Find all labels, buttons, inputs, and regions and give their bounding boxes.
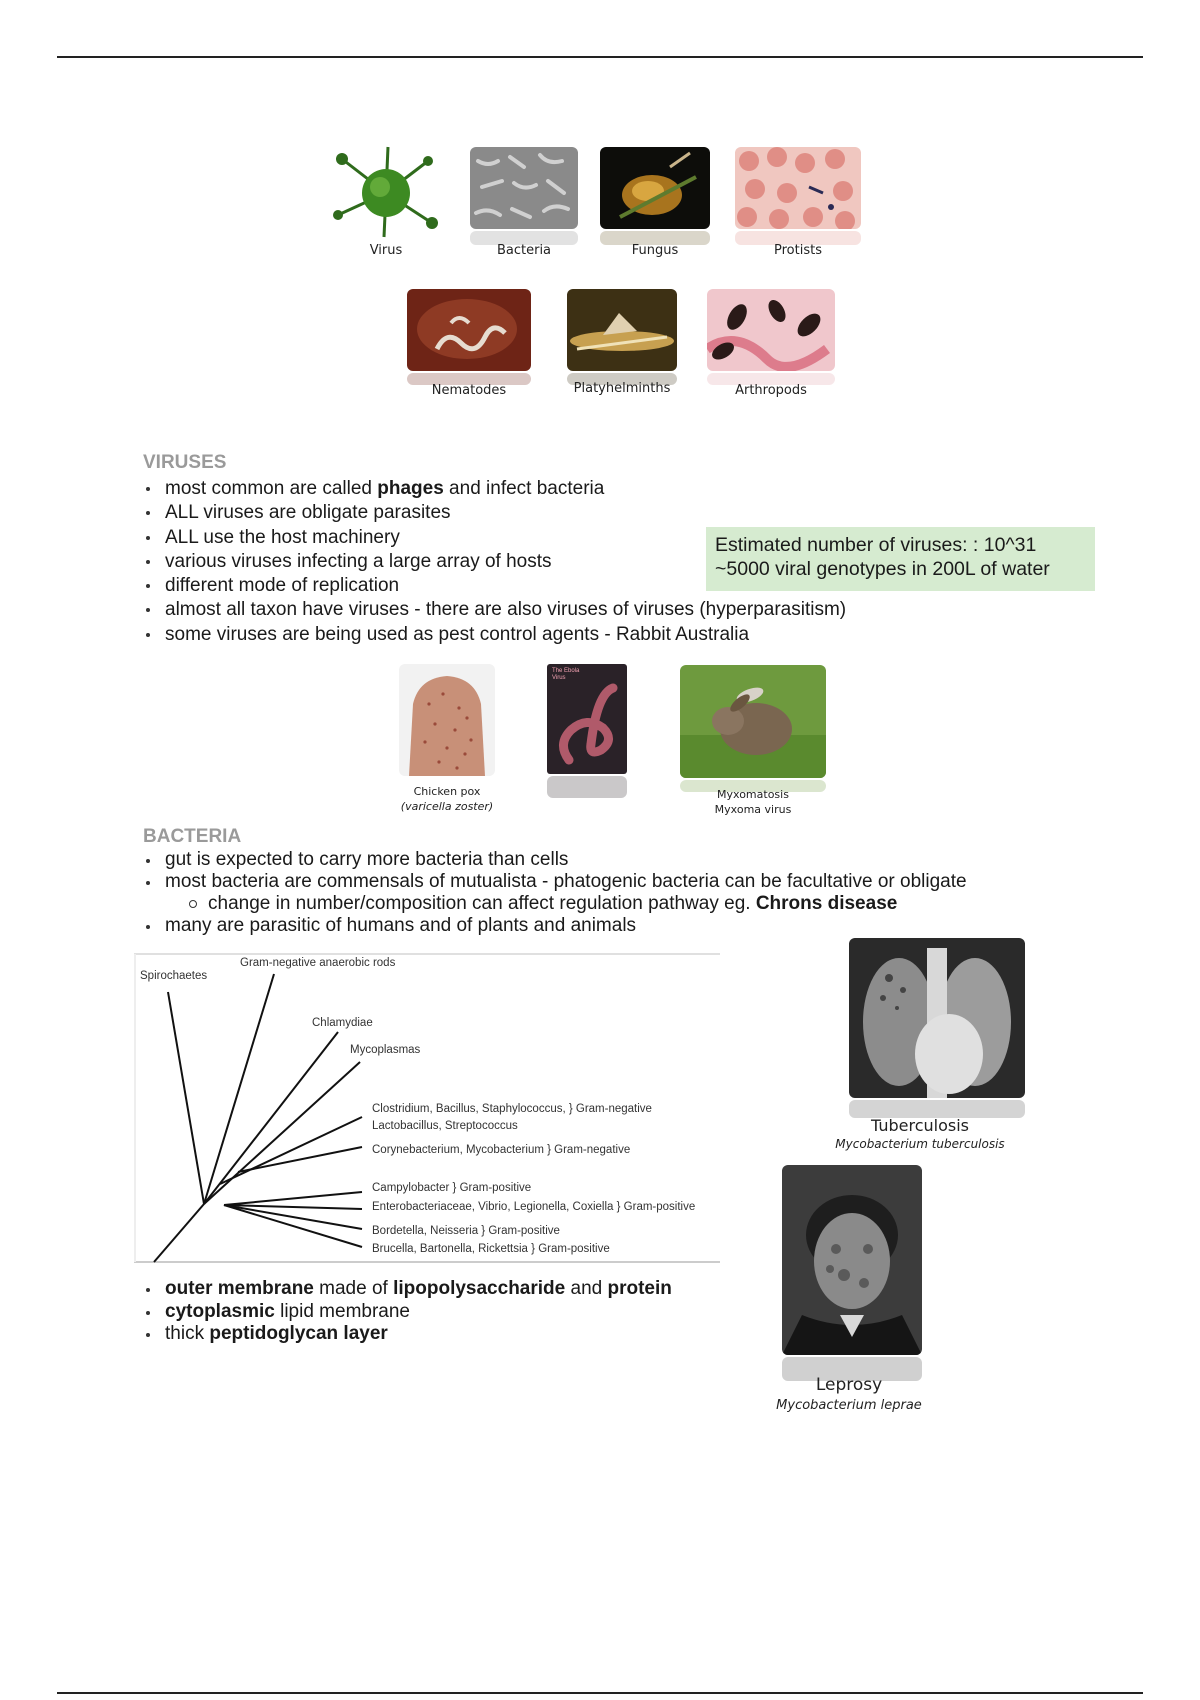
myxomatosis-figure	[680, 665, 826, 825]
tree-label: Lactobacillus, Streptococcus	[372, 1120, 518, 1132]
organism-tile-bacteria	[470, 147, 578, 265]
list-item: most bacteria are commensals of mutualista - phatogenic bacteria can be facultative or obligate	[143, 871, 967, 893]
organism-tile-arthropods	[707, 289, 835, 405]
tuberculosis-title: Tuberculosis	[871, 1116, 969, 1135]
ebola-book-cover	[547, 664, 627, 774]
chickenpox-photo	[399, 664, 495, 776]
bacteria-phylogenetic-tree	[134, 952, 720, 1264]
tree-label: Campylobacter } Gram-positive	[372, 1182, 532, 1194]
top-rule	[57, 56, 1143, 58]
platyhelminths-icon	[567, 289, 677, 371]
list-item: ALL use the host machinery	[143, 526, 846, 550]
tree-label: Bordetella, Neisseria } Gram-positive	[372, 1225, 560, 1237]
fungus-icon	[600, 147, 710, 229]
list-item: ALL viruses are obligate parasites	[143, 501, 846, 525]
list-item: most common are called phages and infect bacteria	[143, 477, 846, 501]
organism-tile-nematodes	[407, 289, 531, 405]
chickenpox-subtitle: (varicella zoster)	[400, 800, 494, 813]
tree-label: Enterobacteriaceae, Vibrio, Legionella, Coxiella } Gram-positive	[372, 1201, 696, 1213]
list-item: various viruses infecting a large array of hosts	[143, 550, 846, 574]
box-line: Estimated number of viruses: : 10^31	[715, 534, 1037, 556]
tree-label: Corynebacterium, Mycobacterium } Gram-negative	[372, 1144, 631, 1156]
leprosy-figure	[766, 1165, 932, 1415]
bottom-rule	[57, 1692, 1143, 1694]
organism-label: Protists	[774, 243, 822, 258]
organism-label: Bacteria	[496, 243, 552, 258]
virus-estimate-box	[706, 527, 1095, 591]
myxomatosis-subtitle: Myxoma virus	[714, 803, 792, 816]
protists-icon	[735, 147, 861, 229]
virus-icon	[328, 145, 444, 240]
list-item: outer membrane made of lipopolysaccharide and protein	[143, 1278, 672, 1301]
myxomatosis-title: Myxomatosis	[717, 788, 789, 801]
chest-xray-photo	[849, 938, 1025, 1098]
rabbit-photo	[680, 665, 826, 778]
organism-tile-platyhelminths	[567, 289, 677, 405]
tuberculosis-figure	[822, 938, 1018, 1154]
list-item: many are parasitic of humans and of plants and animals	[143, 915, 967, 937]
tree-label: Brucella, Bartonella, Rickettsia } Gram-positive	[372, 1243, 610, 1255]
list-item: some viruses are being used as pest control agents - Rabbit Australia	[143, 623, 846, 647]
ebola-book-figure	[547, 664, 627, 804]
organism-label: Platyhelminths	[573, 381, 671, 396]
leprosy-title: Leprosy	[815, 1375, 883, 1395]
chickenpox-title: Chicken pox	[413, 785, 481, 798]
box-line: ~5000 viral genotypes in 200L of water	[715, 558, 1050, 580]
list-item: almost all taxon have viruses - there are also viruses of viruses (hyperparasitism)	[143, 598, 846, 622]
leprosy-portrait-photo	[782, 1165, 922, 1355]
tree-label: Chlamydiae	[312, 1017, 373, 1029]
organism-tile-protists	[735, 147, 861, 265]
organism-label: Nematodes	[431, 383, 507, 398]
viruses-heading: VIRUSES	[143, 452, 227, 473]
organism-tile-fungus	[600, 147, 710, 265]
chickenpox-figure	[392, 664, 502, 820]
organism-label: Virus	[369, 243, 403, 258]
nematodes-icon	[407, 289, 531, 371]
bacteria-heading: BACTERIA	[143, 826, 242, 847]
leprosy-subtitle: Mycobacterium leprae	[776, 1398, 922, 1413]
ebola-virus-icon	[547, 664, 627, 774]
tuberculosis-subtitle: Mycobacterium tuberculosis	[835, 1137, 1005, 1151]
tree-label: Mycoplasmas	[350, 1044, 421, 1056]
arthropods-icon	[707, 289, 835, 371]
tree-label: Gram-negative anaerobic rods	[240, 957, 396, 969]
organism-label: Fungus	[631, 243, 679, 258]
list-item: thick peptidoglycan layer	[143, 1323, 672, 1346]
organism-label: Arthropods	[735, 383, 807, 398]
list-item: change in number/composition can affect regulation pathway eg. Chrons disease	[143, 893, 967, 915]
tree-label: Spirochaetes	[140, 970, 208, 982]
organism-tile-virus	[328, 145, 444, 265]
bacteria-icon	[470, 147, 578, 229]
ebola-book-title: The Ebola Virus	[552, 668, 580, 681]
bacteria-bullet-list	[143, 849, 967, 937]
reflection	[547, 776, 627, 798]
list-item: gut is expected to carry more bacteria than cells	[143, 849, 967, 871]
list-item: cytoplasmic lipid membrane	[143, 1301, 672, 1324]
list-item: different mode of replication	[143, 574, 846, 598]
bacteria-structure-list	[143, 1278, 672, 1346]
tree-label: Clostridium, Bacillus, Staphylococcus, } Gram-negative	[372, 1103, 652, 1115]
